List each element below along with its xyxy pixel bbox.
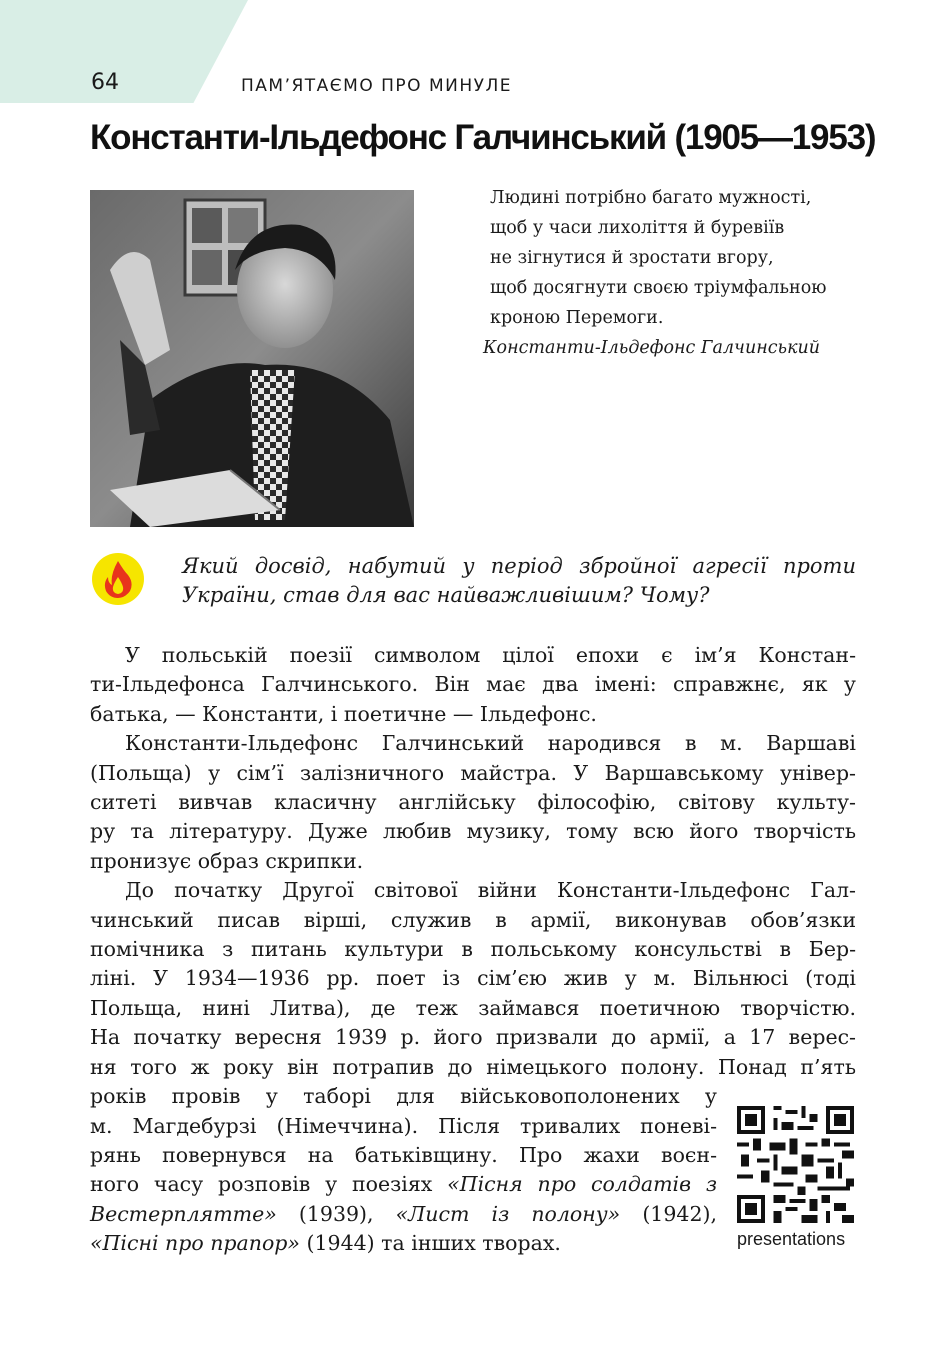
work-title: «Пісні про прапор»: [90, 1231, 300, 1256]
paragraph-line: Польща, нині Литва), де теж займався поетичною творчістю.: [90, 995, 856, 1020]
paragraph-line: ру та літературу. Дуже любив музику, тому всю його творчість: [90, 819, 856, 844]
paragraph-line: [90, 1200, 717, 1229]
text-span: (1942),: [620, 1201, 717, 1226]
section-title: ПАМ’ЯТАЄМО ПРО МИНУЛЕ: [241, 76, 513, 96]
paragraph-line: ти-Ільдефонса Галчинського. Він має два імені: справжнє, як у: [90, 672, 856, 697]
chapter-title: Константи-Ільдефонс Галчинський (1905—1953): [90, 118, 876, 157]
text-span: (1939),: [276, 1201, 396, 1226]
fire-icon: [92, 553, 144, 605]
question-line: України, став для вас найважливішим? Чому?: [182, 583, 710, 607]
page-number: 64: [91, 70, 119, 95]
paragraph-line: помічника з питань культури в польському консульстві в Бер-: [90, 937, 856, 962]
qr-label: presentations: [737, 1229, 846, 1249]
paragraph-line: До початку Другої світової війни Константи-Ільдефонс Гал-: [125, 878, 856, 903]
epigraph-line: щоб досягнути своєю тріумфальною: [490, 278, 827, 298]
paragraph-line: На початку вересня 1939 р. його призвали до армії, а 17 верес-: [90, 1025, 856, 1050]
paragraph-line: ситеті вивчав класичну англійську філософію, світову культу-: [90, 790, 856, 815]
portrait-photo: [90, 190, 414, 527]
paragraph-line: (Польща) у сім’ї залізничного майстра. У Варшавському універ-: [90, 760, 856, 785]
work-title: Вестерплятте»: [90, 1201, 277, 1226]
question-line: Який досвід, набутий у період збройної агресії проти: [182, 554, 856, 578]
paragraph-line: м. Магдебурзі (Німеччина). Після тривалих поневі-: [90, 1113, 717, 1138]
paragraph-line: ня того ж року він потрапив до німецького полону. Понад п’ять: [90, 1054, 856, 1079]
epigraph: [483, 183, 870, 363]
paragraph-line: пронизує образ скрипки.: [90, 848, 364, 873]
paragraph-line: чинський писав вірші, служив в армії, виконував обов’язки: [90, 907, 856, 932]
text-span: ного часу розповів у поезіях: [90, 1172, 448, 1197]
work-title: «Лист із полону»: [395, 1201, 621, 1226]
paragraph-line: рянь повернувся на батьківщину. Про жахи воєн-: [90, 1142, 717, 1167]
paragraph-line: [90, 1229, 717, 1258]
paragraph-line: У польській поезії символом цілої епохи є ім’я Констан-: [125, 643, 856, 667]
epigraph-line: щоб у часи лихоліття й буревіїв: [490, 218, 785, 238]
paragraph-line: ліні. У 1934—1936 рр. поет із сім’єю жив у м. Вільнюсі (тоді: [90, 966, 856, 991]
paragraph-line: батька, — Константи, і поетичне — Ільдефонс.: [90, 701, 597, 726]
epigraph-line: не зігнутися й зростати вгору,: [490, 248, 774, 268]
paragraph-line: років провів у таборі для військовополонених у: [90, 1084, 717, 1109]
epigraph-line: кроною Перемоги.: [490, 308, 664, 328]
epigraph-author: Константи-Ільдефонс Галчинський: [483, 338, 821, 358]
qr-code-icon[interactable]: [737, 1106, 854, 1223]
header-tab: [0, 0, 248, 103]
text-span: (1944) та інших творах.: [299, 1231, 561, 1256]
question-block: [182, 552, 856, 610]
epigraph-line: Людині потрібно багато мужності,: [490, 188, 812, 208]
paragraph-line: Константи-Ільдефонс Галчинський народився в м. Варшаві: [125, 731, 856, 756]
paragraph-line: [90, 1170, 717, 1199]
work-title: «Пісня про солдатів з: [447, 1172, 717, 1197]
